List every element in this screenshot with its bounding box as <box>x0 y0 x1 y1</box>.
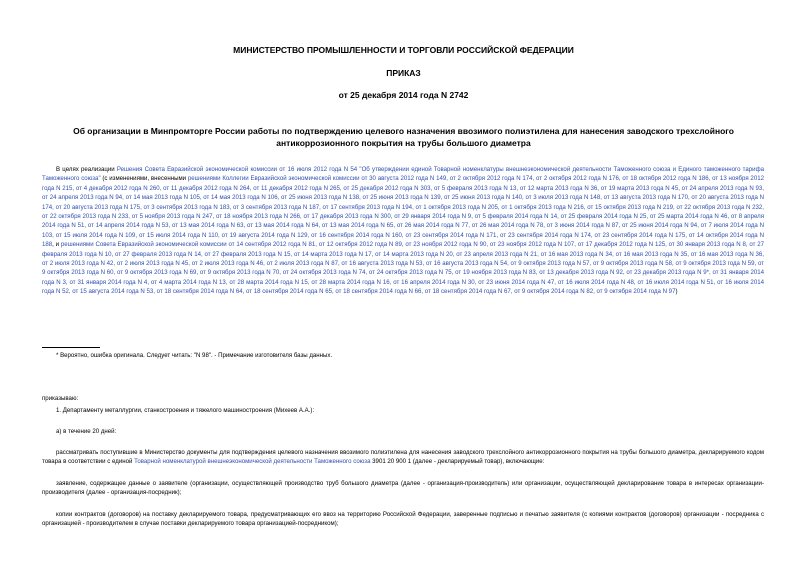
item-a: а) в течение 20 дней: <box>56 428 117 435</box>
preamble-paragraph <box>42 165 764 297</box>
ministry-heading: МИНИСТЕРСТВО ПРОМЫШЛЕННОСТИ И ТОРГОВЛИ РОССИЙСКОЙ ФЕДЕРАЦИИ <box>233 45 574 55</box>
document-title: Об организации в Минпромторге России работы по подтверждению целевого назначения ввозимого полиэтилена для нанесения заводского трехслойного антикоррозионного покрытия на трубы большого диаметра <box>73 126 734 148</box>
preamble-intro: В целях реализации <box>56 166 117 173</box>
review-text1: рассматривать поступившие в Министерство документы для подтверждения целевого назначения ввозимого полиэтилена для нанесения заводского трехслойного антикоррозионного покрытия на трубы большого диаметра, декларируемого кодом товара в соответствии с единой <box>42 449 764 466</box>
link-council-decisions[interactable]: решениями Совета Евразийской экономической комиссии от 14 сентября 2012 года N 81, от 12 октября 2012 года N 89, от 23 ноября 2012 года N 90, от 23 ноября 2012 года N 107, от 17 декабря 2012 года N 125, от 30 января 2013 года N 8, от 27 февраля 2013 года N 10, от 27 февраля 2013 года N 14, от 27 февраля 2013 года N 15, от 14 марта 2013 года N 17, от 14 марта 2013 года N 20, от 23 апреля 2013 года N 21, от 16 мая 2013 года N 34, от 16 мая 2013 года N 35, от 16 мая 2013 года N 36, от 2 июля 2013 года N 42, от 2 июля 2013 года N 45, от 2 июля 2013 года N 46, от 2 июля 2013 года N 87, от 16 августа 2013 года N 53, от 16 августа 2013 года N 54, от 9 октября 2013 года N 57, от 9 октября 2013 года N 58, от 9 октября 2013 года N 59, от 9 октября 2013 года N 60, от 9 октября 2013 года N 69, от 9 октября 2013 года N 70, от 24 октября 2013 года N 74, от 24 октября 2013 года N 75, от 19 ноября 2013 года N 83, от 13 декабря 2013 года N 92, от 23 декабря 2013 года N 9*, от 31 января 2014 года N 3, от 31 января 2014 года N 4, от 4 марта 2014 года N 13, от 28 марта 2014 года N 15, от 28 марта 2014 года N 16, от 16 апреля 2014 года N 30, от 23 июня 2014 года N 47, от 16 июля 2014 года N 48, от 16 июля 2014 года N 51, от 16 июля 2014 года N 52, от 15 августа 2014 года N 53, от 18 сентября 2014 года N 64, от 18 сентября 2014 года N 65, от 18 сентября 2014 года N 66, от 18 сентября 2014 года N 67, от 9 октября 2014 года N 82, от 9 октября 2014 года N 97 <box>42 241 765 296</box>
link-collegium-decisions[interactable]: решениями Коллегии Евразийской экономической комиссии от 30 августа 2012 года N 149, от 2 октября 2012 года N 174, от 2 октября 2012 года N 176, от 18 октября 2012 года N 186, от 13 ноября 2012 года N 215, от 4 декабря 2012 года N 260, от 11 декабря 2012 года N 264, от 11 декабря 2012 года N 265, от 25 декабря 2012 года N 303, от 5 февраля 2013 года N 13, от 12 марта 2013 года N 36, от 19 марта 2013 года N 45, от 24 апреля 2013 года N 93, от 24 апреля 2013 года N 94, от 14 мая 2013 года N 105, от 14 мая 2013 года N 106, от 25 июня 2013 года N 138, от 25 июня 2013 года N 139, от 25 июня 2013 года N 140, от 3 июля 2013 года N 148, от 13 августа 2013 года N 170, от 20 августа 2013 года N 174, от 20 августа 2013 года N 175, от 3 сентября 2013 года N 183, от 3 сентября 2013 года N 187, от 17 сентября 2013 года N 194, от 1 октября 2013 года N 205, от 1 октября 2013 года N 216, от 15 октября 2013 года N 219, от 22 октября 2013 года N 232, от 22 октября 2013 года N 233, от 5 ноября 2013 года N 247, от 18 ноября 2013 года N 266, от 17 декабря 2013 года N 300, от 29 января 2014 года N 9, от 5 февраля 2014 года N 14, от 25 февраля 2014 года N 25, от 25 марта 2014 года N 46, от 8 апреля 2014 года N 51, от 14 апреля 2014 года N 53, от 13 мая 2014 года N 63, от 13 мая 2014 года N 64, от 13 мая 2014 года N 65, от 26 мая 2014 года N 77, от 26 мая 2014 года N 78, от 3 июня 2014 года N 87, от 25 июня 2014 года N 94, от 7 июля 2014 года N 103, от 15 июля 2014 года N 109, от 15 июля 2014 года N 110, от 19 августа 2014 года N 129, от 16 сентября 2014 года N 160, от 23 сентября 2014 года N 171, от 23 сентября 2014 года N 174, от 23 сентября 2014 года N 175, от 14 октября 2014 года N 188 <box>42 175 764 249</box>
order-word: приказываю: <box>42 395 79 402</box>
item-1: 1. Департаменту металлургии, станкостроения и тяжелого машиностроения (Михеев А.А.): <box>56 407 315 414</box>
preamble-mid2: , и <box>52 241 61 249</box>
preamble-mid1: (с изменениями, внесенными <box>100 175 188 183</box>
date-number-heading: от 25 декабря 2014 года N 2742 <box>338 90 469 100</box>
link-tnved[interactable]: Товарной номенклатурой внешнеэкономической деятельности Таможенного союза <box>134 458 371 466</box>
review-text2: 3901 20 900 1 (далее - декларируемый товар), включающие: <box>370 458 545 466</box>
footnote-divider <box>42 347 100 348</box>
contracts-paragraph: копии контрактов (договоров) на поставку декларируемого товара, предусматривающих его ввоз на территорию Российской Федерации, заверенные подписью и печатью заявителя (с копиями контрактов (договоров) организации - посредника с организацией - производителем в случае поставки декларируемого товара организацией-посредником); <box>42 511 764 528</box>
application-paragraph: заявление, содержащее данные о заявителе (организации, осуществляющей производство труб большого диаметра (далее - организация-производитель) или организации, осуществляющей декларирование товара в интересах организации-производителя (далее - организация-посредник); <box>42 480 764 497</box>
preamble-tail: ) <box>675 288 678 296</box>
doc-type-heading: ПРИКАЗ <box>386 68 421 78</box>
review-paragraph <box>42 448 764 467</box>
footnote: * Вероятно, ошибка оригинала. Следует читать: "N 98". - Примечание изготовителя базы данных. <box>56 352 333 359</box>
link-decision-54[interactable]: Решения Совета Евразийской экономической комиссии от 16 июля 2012 года N 54 "Об утверждении единой Товарной номенклатуры внешнеэкономической деятельности Таможенного союза и Единого таможенного тарифа Таможенного союза" <box>42 166 764 183</box>
